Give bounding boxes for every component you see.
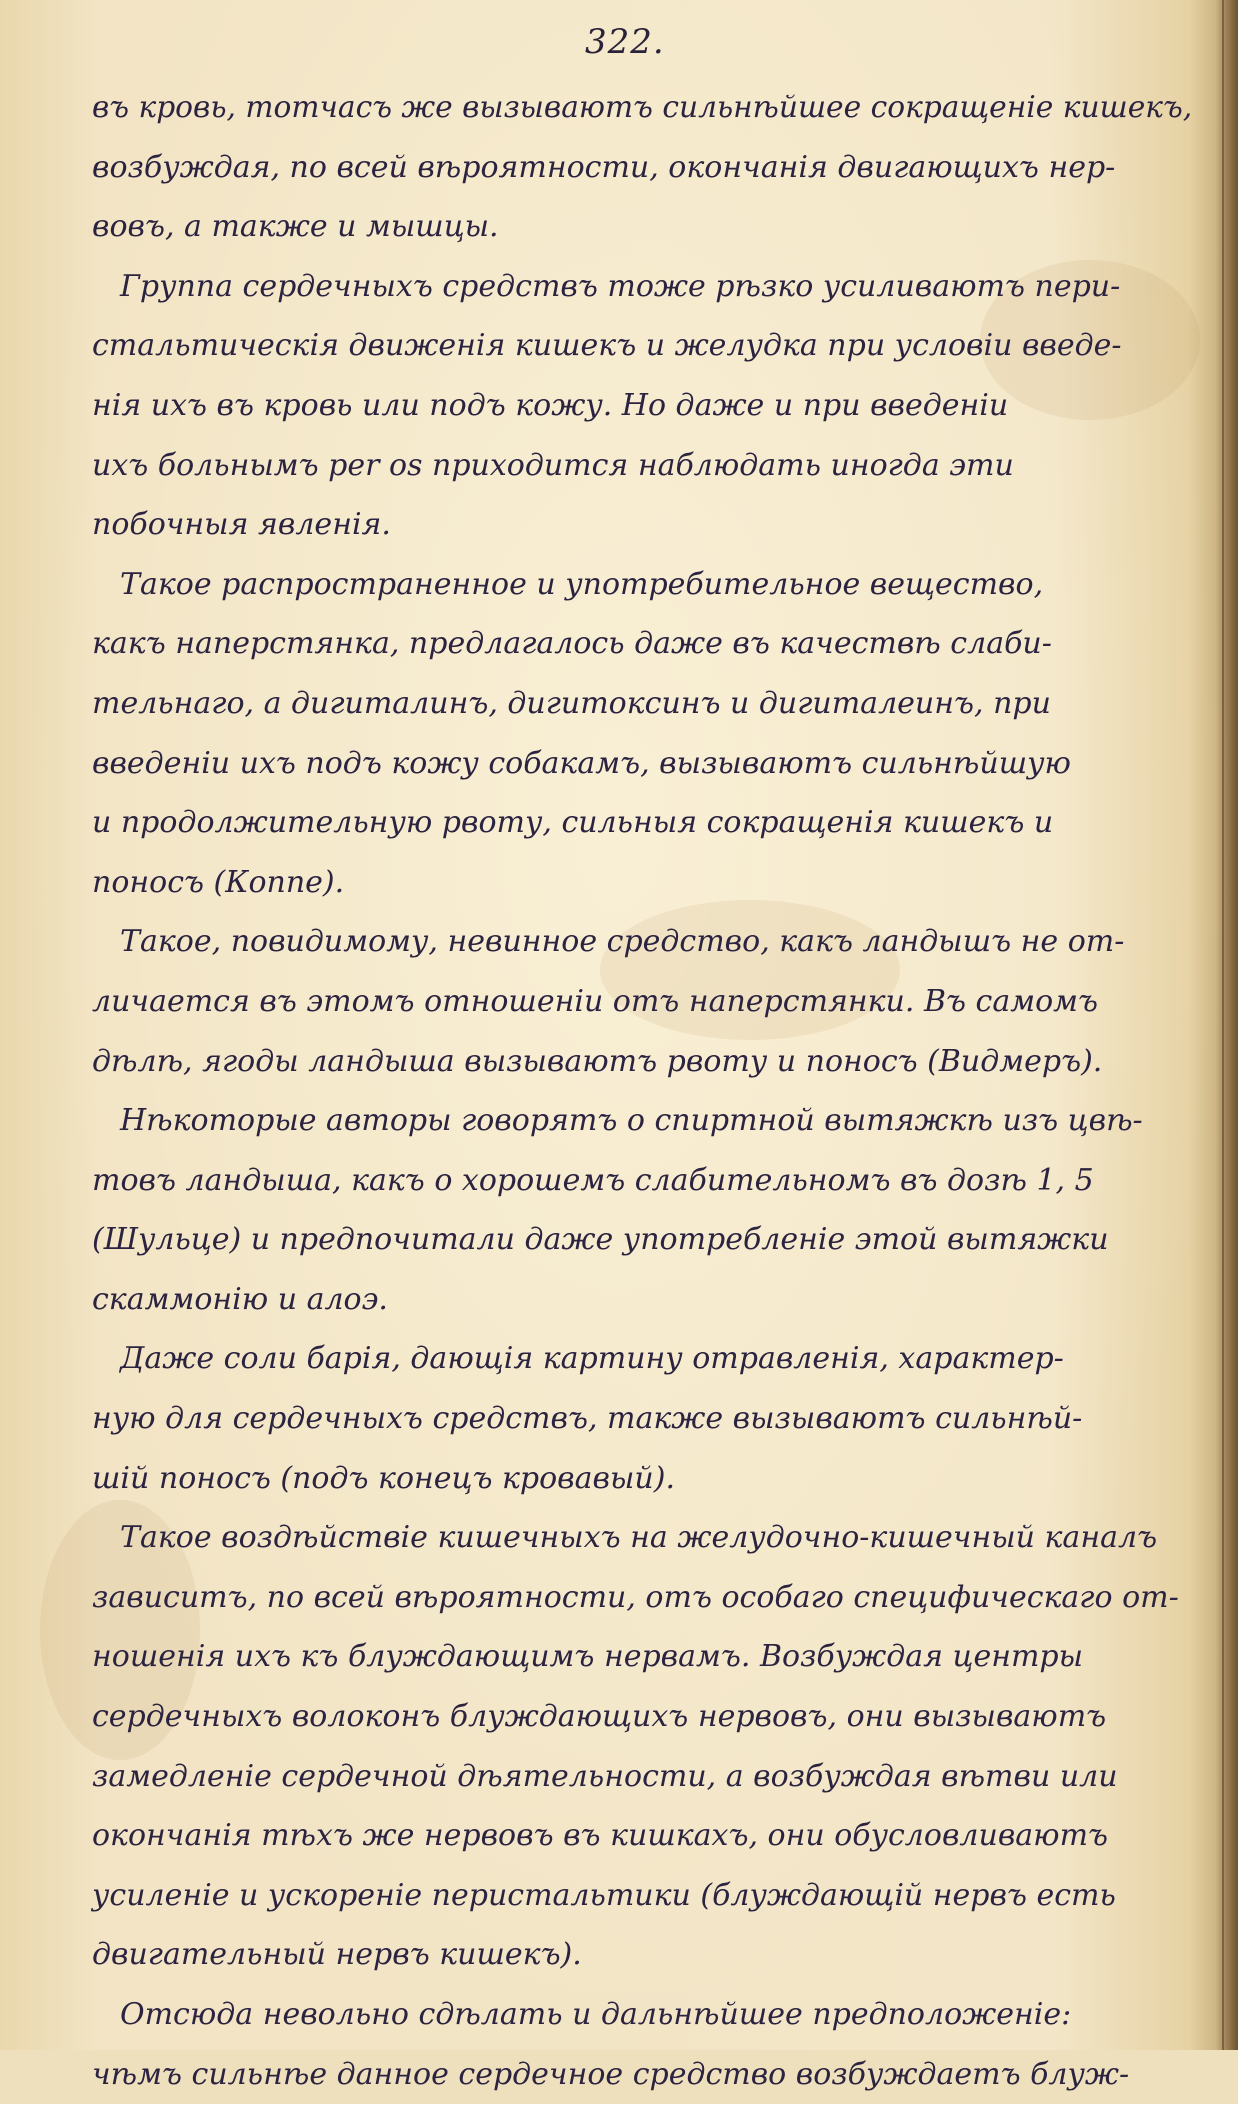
manuscript-line: тельнаго, а дигиталинъ, дигитоксинъ и дигиталеинъ, при bbox=[92, 685, 1051, 721]
manuscript-line: вовъ, а также и мышцы. bbox=[92, 209, 499, 245]
manuscript-line: стальтическія движенія кишекъ и желудка при условіи введе- bbox=[92, 328, 1122, 364]
manuscript-line: и продолжительную рвоту, сильныя сокращенія кишекъ и bbox=[92, 805, 1054, 841]
manuscript-line: побочныя явленія. bbox=[92, 507, 391, 543]
manuscript-line: Группа сердечныхъ средствъ тоже рѣзко усиливаютъ пери- bbox=[120, 268, 1121, 304]
manuscript-line: въ кровь, тотчасъ же вызываютъ сильнѣйшее сокращеніе кишекъ, bbox=[92, 90, 1193, 125]
manuscript-line: поносъ (Коппе). bbox=[92, 864, 345, 900]
manuscript-line: возбуждая, по всей вѣроятности, окончанія двигающихъ нер- bbox=[92, 149, 1116, 185]
manuscript-line: личается въ этомъ отношеніи отъ наперстянки. Въ самомъ bbox=[92, 983, 1099, 1019]
manuscript-line: Даже соли барія, дающія картину отравленія, характер- bbox=[120, 1341, 1064, 1377]
manuscript-line: Нѣкоторые авторы говорятъ о спиртной вытяжкѣ изъ цвѣ- bbox=[120, 1103, 1143, 1139]
manuscript-line: Отсюда невольно сдѣлать и дальнѣйшее предположеніе: bbox=[120, 1997, 1072, 2032]
handwritten-text-block bbox=[92, 78, 1202, 2104]
manuscript-line: окончанія тѣхъ же нервовъ въ кишкахъ, они обусловливаютъ bbox=[92, 1818, 1109, 1854]
page-number: 322. bbox=[585, 22, 665, 62]
manuscript-line: зависитъ, по всей вѣроятности, отъ особаго специфическаго от- bbox=[92, 1579, 1179, 1615]
manuscript-line: скаммонію и алоэ. bbox=[92, 1281, 388, 1317]
manuscript-line: какъ наперстянка, предлагалось даже въ качествѣ слаби- bbox=[92, 626, 1052, 662]
page-edge-shadow bbox=[1216, 0, 1238, 2050]
manuscript-line: Такое распространенное и употребительное вещество, bbox=[120, 566, 1044, 602]
manuscript-line: (Шульце) и предпочитали даже употребленіе этой вытяжки bbox=[92, 1222, 1109, 1258]
manuscript-line: двигательный нервъ кишекъ). bbox=[92, 1937, 582, 1973]
manuscript-line: усиленіе и ускореніе перистальтики (блуждающій нервъ есть bbox=[92, 1877, 1116, 1913]
manuscript-line: ихъ больнымъ per os приходится наблюдать иногда эти bbox=[92, 447, 1014, 483]
manuscript-line: ную для сердечныхъ средствъ, также вызываютъ сильнѣй- bbox=[92, 1401, 1083, 1437]
manuscript-line: нія ихъ въ кровь или подъ кожу. Но даже и при введеніи bbox=[92, 387, 1009, 423]
manuscript-line: шій поносъ (подъ конецъ кровавый). bbox=[92, 1460, 675, 1496]
manuscript-line: ношенія ихъ къ блуждающимъ нервамъ. Возбуждая центры bbox=[92, 1639, 1084, 1675]
manuscript-line: введеніи ихъ подъ кожу собакамъ, вызываютъ сильнѣйшую bbox=[92, 745, 1071, 781]
manuscript-line: дѣлѣ, ягоды ландыша вызываютъ рвоту и поносъ (Видмеръ). bbox=[92, 1043, 1103, 1079]
manuscript-line: чѣмъ сильнѣе данное сердечное средство возбуждаетъ блуж- bbox=[92, 2056, 1130, 2092]
manuscript-line: товъ ландыша, какъ о хорошемъ слабительномъ въ дозѣ 1, 5 bbox=[92, 1162, 1094, 1198]
manuscript-line: Такое, повидимому, невинное средство, какъ ландышъ не от- bbox=[120, 924, 1125, 960]
manuscript-line: замедленіе сердечной дѣятельности, а возбуждая вѣтви или bbox=[92, 1758, 1118, 1794]
manuscript-line: сердечныхъ волоконъ блуждающихъ нервовъ, они вызываютъ bbox=[92, 1699, 1107, 1735]
manuscript-line: Такое воздѣйствіе кишечныхъ на желудочно-кишечный каналъ bbox=[120, 1520, 1158, 1556]
